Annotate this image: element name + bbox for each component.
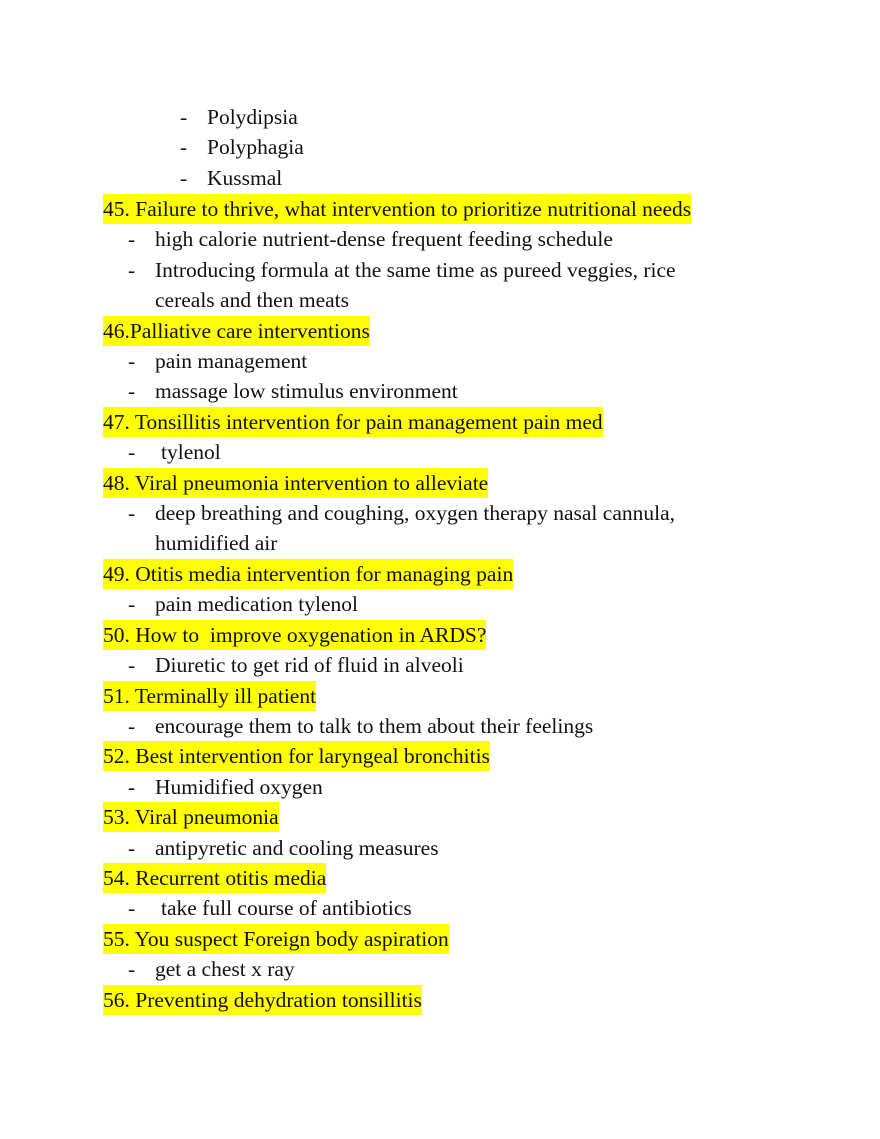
question-heading: 48. Viral pneumonia intervention to alleviate xyxy=(103,468,488,498)
bullet-dash: - xyxy=(180,135,188,159)
bullet-dash: - xyxy=(180,166,188,190)
list-item-continuation: cereals and then meats xyxy=(155,288,350,312)
list-item-continuation: humidified air xyxy=(155,531,278,555)
question-heading: 54. Recurrent otitis media xyxy=(103,863,326,893)
question-heading: 52. Best intervention for laryngeal bronchitis xyxy=(103,741,490,771)
bullet-dash: - xyxy=(180,105,188,129)
document-page: - Polydipsia - Polyphagia - Kussmal 45. Failure to thrive, what intervention to prioritize nutritional needs - high calorie nutrient-dense frequent feeding schedule - Introducing formula at the same time as pureed veggies, rice cereals and then meats 46.Palliative care interventions - pain management - massage low stimulus environment 47. Tonsillitis intervention for pain management pain med - tylenol 48. Viral pneumonia intervention to alleviate - deep breathing and coughing, oxygen therapy nasal cannula, humidified air 49. Otitis media intervention for managing pain - pain medication tylenol 50. How to improve oxygenation in ARDS? - Diuretic to get rid of fluid in alveoli 51. Terminally ill patient - encourage them to talk to them about their feelings 52. Best intervention for laryngeal bronchitis - Humidified oxygen 53. Viral pneumonia - antipyretic and cooling measures 54. Recurrent otitis media - take full course of antibiotics 55. You suspect Foreign body aspiration - get a chest x ray 56. Preventing dehydration tonsillitis xyxy=(0,0,880,1139)
question-heading: 51. Terminally ill patient xyxy=(103,681,316,711)
question-heading: 56. Preventing dehydration tonsillitis xyxy=(103,985,422,1015)
question-heading: 55. You suspect Foreign body aspiration xyxy=(103,924,449,954)
question-heading: 49. Otitis media intervention for managing pain xyxy=(103,559,513,589)
question-heading: 47. Tonsillitis intervention for pain management pain med xyxy=(103,407,603,437)
question-heading: 53. Viral pneumonia xyxy=(103,802,279,832)
question-heading: 50. How to improve oxygenation in ARDS? xyxy=(103,620,486,650)
question-heading: 46.Palliative care interventions xyxy=(103,316,370,346)
question-heading: 45. Failure to thrive, what intervention to prioritize nutritional needs xyxy=(103,194,691,224)
